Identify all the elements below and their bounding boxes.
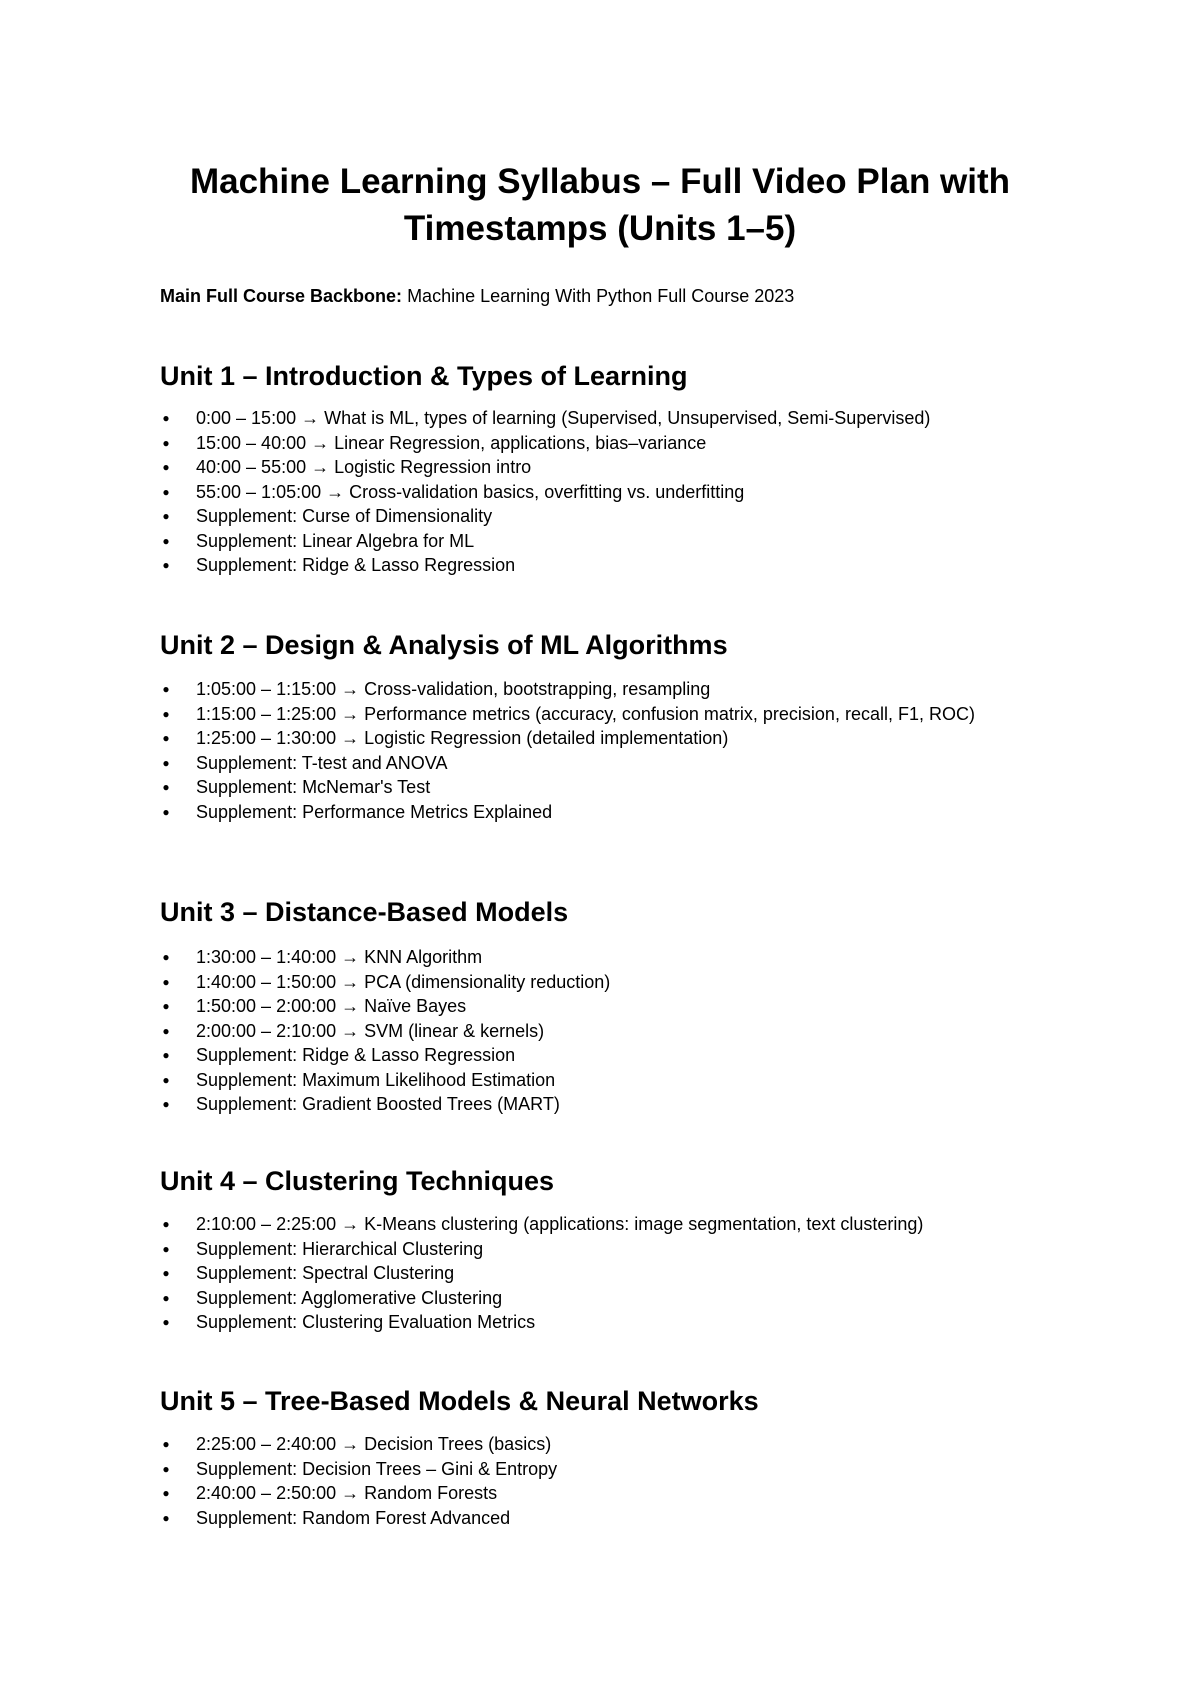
- bullet-icon: ●: [162, 731, 170, 745]
- bullet-icon: ●: [162, 755, 170, 770]
- bullet-icon: ●: [162, 1266, 170, 1280]
- backbone-label: Main Full Course Backbone:: [160, 286, 403, 306]
- bullet-icon: ●: [162, 1048, 170, 1062]
- unit-1-list: [160, 406, 1040, 578]
- bullet-icon: ●: [162, 950, 170, 964]
- list-item: ● Supplement: Ridge & Lasso Regression: [160, 553, 1040, 578]
- list-item: ● 2:10:00 – 2:25:00 → K-Means clustering (applications: image segmentation, text clustering): [160, 1212, 1040, 1237]
- bullet-icon: ●: [162, 1510, 170, 1525]
- bullet-icon: ●: [162, 460, 170, 474]
- bullet-icon: ●: [162, 780, 170, 794]
- unit-5-list: [160, 1432, 1040, 1530]
- bullet-icon: ●: [162, 1241, 170, 1256]
- list-item: ● Supplement: Curse of Dimensionality: [160, 504, 1040, 529]
- bullet-icon: ●: [162, 1461, 170, 1476]
- list-item: ● 1:30:00 – 1:40:00 → KNN Algorithm: [160, 945, 1040, 970]
- bullet-icon: ●: [162, 706, 170, 721]
- list-item: ● 1:25:00 – 1:30:00 → Logistic Regression (detailed implementation): [160, 726, 1040, 751]
- bullet-icon: ●: [162, 1315, 170, 1329]
- bullet-icon: ●: [162, 1072, 170, 1087]
- list-item: ● Supplement: McNemar's Test: [160, 775, 1040, 800]
- bullet-icon: ●: [162, 1437, 170, 1451]
- bullet-icon: ●: [162, 435, 170, 450]
- unit-2-heading: Unit 2 – Design & Analysis of ML Algorithms: [160, 630, 728, 660]
- bullet-icon: ●: [162, 558, 170, 572]
- bullet-icon: ●: [162, 1023, 170, 1038]
- list-item: ● Supplement: Spectral Clustering: [160, 1261, 1040, 1286]
- bullet-icon: ●: [162, 509, 170, 523]
- bullet-icon: ●: [162, 804, 170, 819]
- list-item: ● 1:05:00 – 1:15:00 → Cross-validation, bootstrapping, resampling: [160, 677, 1040, 702]
- list-item: ● 0:00 – 15:00 → What is ML, types of learning (Supervised, Unsupervised, Semi-Supervised): [160, 406, 1040, 431]
- unit-1-heading: Unit 1 – Introduction & Types of Learning: [160, 361, 688, 391]
- course-backbone: [160, 285, 794, 307]
- unit-4-list: [160, 1212, 1040, 1335]
- list-item: ● 55:00 – 1:05:00 → Cross-validation basics, overfitting vs. underfitting: [160, 480, 1040, 505]
- backbone-value: Machine Learning With Python Full Course 2023: [407, 286, 795, 306]
- bullet-icon: ●: [162, 1290, 170, 1305]
- bullet-icon: ●: [162, 1486, 170, 1500]
- bullet-icon: ●: [162, 974, 170, 989]
- list-item: ● Supplement: Maximum Likelihood Estimation: [160, 1068, 1040, 1093]
- list-item: ● Supplement: Agglomerative Clustering: [160, 1286, 1040, 1311]
- list-item: ● 2:40:00 – 2:50:00 → Random Forests: [160, 1481, 1040, 1506]
- list-item: ● 1:40:00 – 1:50:00 → PCA (dimensionality reduction): [160, 970, 1040, 995]
- bullet-icon: ●: [162, 411, 170, 425]
- list-item: ● Supplement: Random Forest Advanced: [160, 1506, 1040, 1531]
- list-item: ● 15:00 – 40:00 → Linear Regression, applications, bias–variance: [160, 431, 1040, 456]
- bullet-icon: ●: [162, 1217, 170, 1231]
- page-title: Machine Learning Syllabus – Full Video Plan with Timestamps (Units 1–5): [189, 162, 1011, 248]
- list-item: ● Supplement: Ridge & Lasso Regression: [160, 1043, 1040, 1068]
- bullet-icon: ●: [162, 999, 170, 1013]
- list-item: ● Supplement: Clustering Evaluation Metrics: [160, 1310, 1040, 1335]
- list-item: ● 40:00 – 55:00 → Logistic Regression intro: [160, 455, 1040, 480]
- bullet-icon: ●: [162, 484, 170, 499]
- list-item: ● Supplement: Hierarchical Clustering: [160, 1237, 1040, 1262]
- list-item: ● 2:00:00 – 2:10:00 → SVM (linear & kernels): [160, 1019, 1040, 1044]
- unit-2-list: [160, 677, 1040, 824]
- list-item: ● 1:15:00 – 1:25:00 → Performance metrics (accuracy, confusion matrix, precision, recall, F1, ROC): [160, 702, 1040, 727]
- unit-4-heading: Unit 4 – Clustering Techniques: [160, 1166, 555, 1196]
- list-item: ● 1:50:00 – 2:00:00 → Naïve Bayes: [160, 994, 1040, 1019]
- bullet-icon: ●: [162, 533, 170, 548]
- bullet-icon: ●: [162, 1097, 170, 1111]
- unit-3-heading: Unit 3 – Distance-Based Models: [160, 897, 569, 927]
- unit-3-list: [160, 945, 1040, 1117]
- list-item: ● Supplement: Performance Metrics Explained: [160, 800, 1040, 825]
- list-item: ● 2:25:00 – 2:40:00 → Decision Trees (basics): [160, 1432, 1040, 1457]
- list-item: ● Supplement: T-test and ANOVA: [160, 751, 1040, 776]
- list-item: ● Supplement: Gradient Boosted Trees (MART): [160, 1092, 1040, 1117]
- list-item: ● Supplement: Linear Algebra for ML: [160, 529, 1040, 554]
- unit-5-heading: Unit 5 – Tree-Based Models & Neural Networks: [160, 1386, 759, 1416]
- bullet-icon: ●: [162, 682, 170, 696]
- list-item: ● Supplement: Decision Trees – Gini & Entropy: [160, 1457, 1040, 1482]
